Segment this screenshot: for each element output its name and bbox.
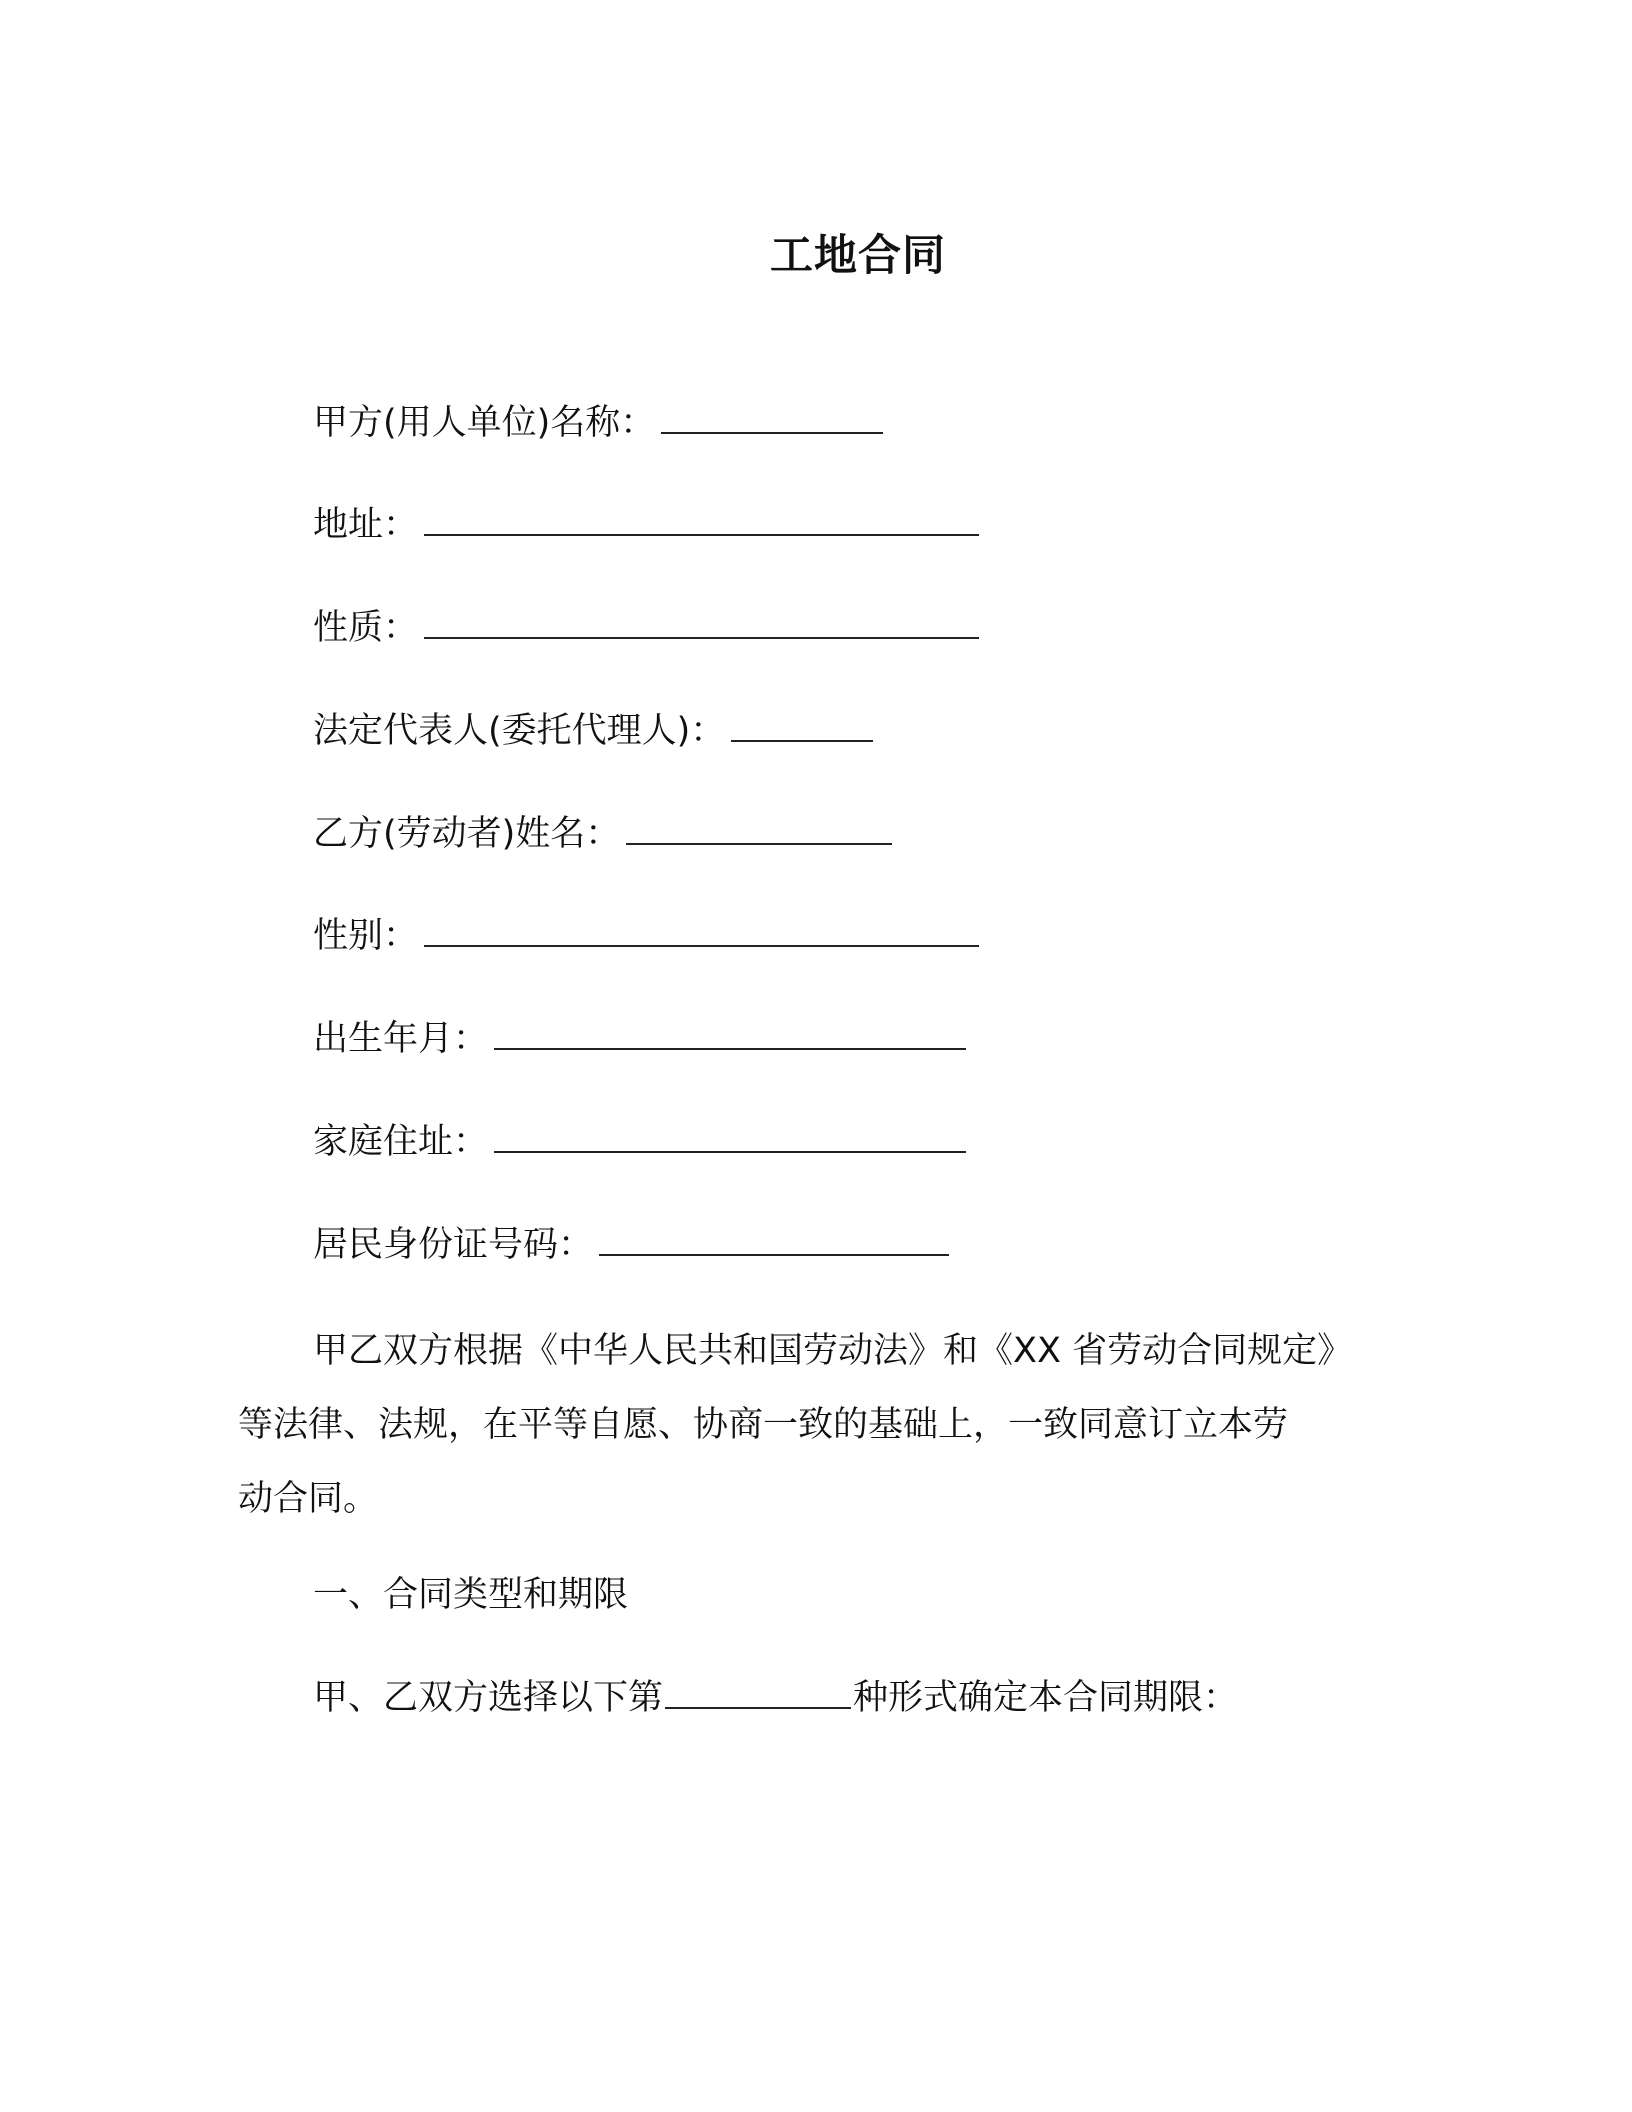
term-choice-line: [313, 1675, 1238, 1721]
field-label: 性质：: [313, 608, 419, 648]
choice-text-before: 甲、乙双方选择以下第: [313, 1678, 664, 1718]
field-label: 甲方(用人单位)名称：: [313, 403, 656, 443]
field-label: 法定代表人(委托代理人)：: [313, 711, 726, 751]
fill-blank[interactable]: [424, 504, 979, 536]
field-label: 地址：: [313, 505, 419, 545]
field-legal-representative: [313, 708, 873, 754]
field-label: 居民身份证号码：: [313, 1225, 594, 1265]
fill-blank[interactable]: [626, 813, 892, 845]
fill-blank[interactable]: [599, 1224, 949, 1256]
field-id-number: [313, 1222, 949, 1268]
fill-blank[interactable]: [661, 402, 883, 434]
field-home-address: [313, 1119, 966, 1165]
choice-text-after: 种形式确定本合同期限：: [853, 1678, 1239, 1718]
section-heading: 一、合同类型和期限: [313, 1575, 629, 1615]
fill-blank[interactable]: [665, 1677, 851, 1709]
intro-line: 动合同。: [238, 1479, 379, 1519]
fill-blank[interactable]: [494, 1018, 966, 1050]
intro-line: 等法律、法规，在平等自愿、协商一致的基础上，一致同意订立本劳: [238, 1405, 1289, 1445]
field-employee-name: [313, 811, 892, 857]
fill-blank[interactable]: [424, 607, 979, 639]
field-label: 出生年月：: [313, 1019, 489, 1059]
field-gender: [313, 913, 979, 959]
field-label: 乙方(劳动者)姓名：: [313, 814, 621, 854]
field-label: 家庭住址：: [313, 1122, 489, 1162]
field-birth-date: [313, 1016, 966, 1062]
field-address: [313, 502, 979, 548]
field-label: 性别：: [313, 916, 419, 956]
document-title: 工地合同: [770, 231, 946, 281]
fill-blank[interactable]: [494, 1121, 966, 1153]
intro-line: 甲乙双方根据《中华人民共和国劳动法》和《XX 省劳动合同规定》: [313, 1331, 1353, 1371]
intro-paragraph: [238, 1314, 1418, 1536]
field-nature: [313, 605, 979, 651]
fill-blank[interactable]: [424, 915, 979, 947]
field-employer-name: [313, 400, 883, 446]
fill-blank[interactable]: [731, 710, 873, 742]
